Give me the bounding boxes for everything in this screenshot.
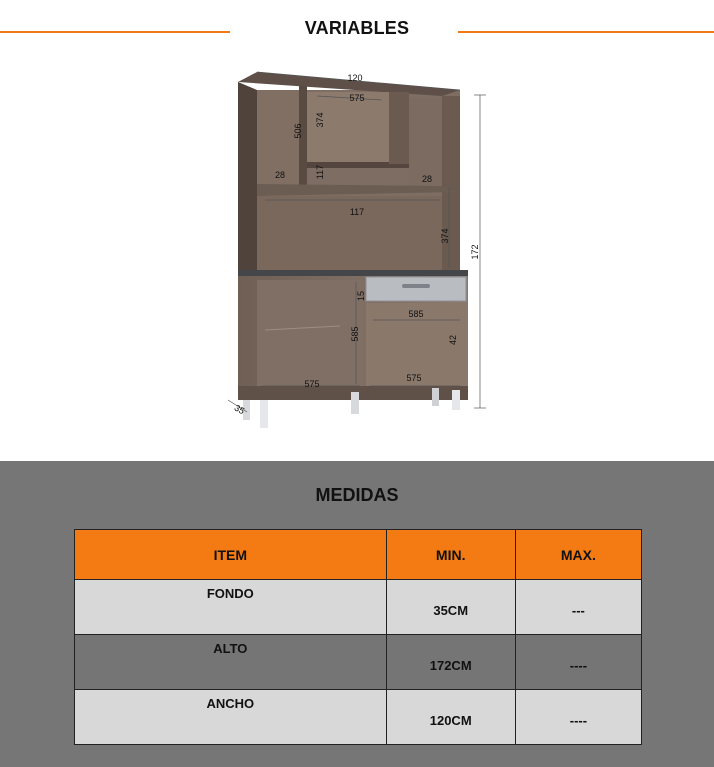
- leg-front-right: [452, 390, 460, 410]
- lower-left-door: [257, 280, 363, 388]
- dim-cabinet-height: 585: [350, 326, 360, 342]
- depth-dimension: 35: [232, 402, 247, 417]
- min-cell: 120CM: [386, 690, 515, 745]
- item-cell: ANCHO: [75, 690, 387, 745]
- upper-divider-right: [389, 92, 409, 164]
- dim-shelf-gap: 117: [315, 164, 325, 180]
- leg-mid: [351, 392, 359, 414]
- dim-bottom-right: 575: [406, 373, 422, 383]
- table-header-row: [75, 530, 642, 580]
- dim-middle-height: 374: [440, 228, 450, 244]
- min-cell: 172CM: [386, 635, 515, 690]
- column-header-min: MIN.: [386, 530, 515, 580]
- dim-top-inner: 575: [349, 93, 365, 103]
- column-header-max: MAX.: [515, 530, 641, 580]
- table-row: [75, 580, 642, 635]
- dim-bottom-left: 575: [304, 379, 320, 389]
- min-cell: 35CM: [386, 580, 515, 635]
- drawer-handle: [402, 284, 430, 288]
- dim-left-28: 28: [274, 170, 286, 180]
- section-title: VARIABLES: [304, 18, 410, 38]
- upper-right-compartment: [409, 98, 442, 186]
- drawer-front: [366, 277, 466, 301]
- dim-drawer-width: 585: [408, 309, 424, 319]
- max-cell: ----: [515, 635, 641, 690]
- table-row: [75, 690, 642, 745]
- max-cell: ----: [515, 690, 641, 745]
- measures-title: MEDIDAS: [315, 485, 399, 505]
- right-side-upper: [442, 96, 460, 271]
- dim-right-28: 28: [421, 174, 433, 184]
- leg-back-right: [432, 388, 439, 406]
- dim-drawer-height: 15: [356, 290, 366, 302]
- leg-front-left-2: [260, 400, 268, 428]
- width-dimension: 120: [347, 73, 363, 83]
- measures-table: [74, 529, 642, 745]
- measures-section: [0, 461, 714, 767]
- dim-top-height: 506: [293, 123, 303, 139]
- height-dimension: 172: [470, 244, 480, 260]
- column-header-item: ITEM: [75, 530, 387, 580]
- table-row: [75, 635, 642, 690]
- dim-cabinet-inner: 42: [448, 334, 458, 346]
- dim-top-left-inner: 374: [315, 112, 325, 128]
- item-cell: FONDO: [75, 580, 387, 635]
- dim-middle-width: 117: [349, 207, 365, 217]
- item-cell: ALTO: [75, 635, 387, 690]
- countertop: [238, 270, 468, 276]
- max-cell: ---: [515, 580, 641, 635]
